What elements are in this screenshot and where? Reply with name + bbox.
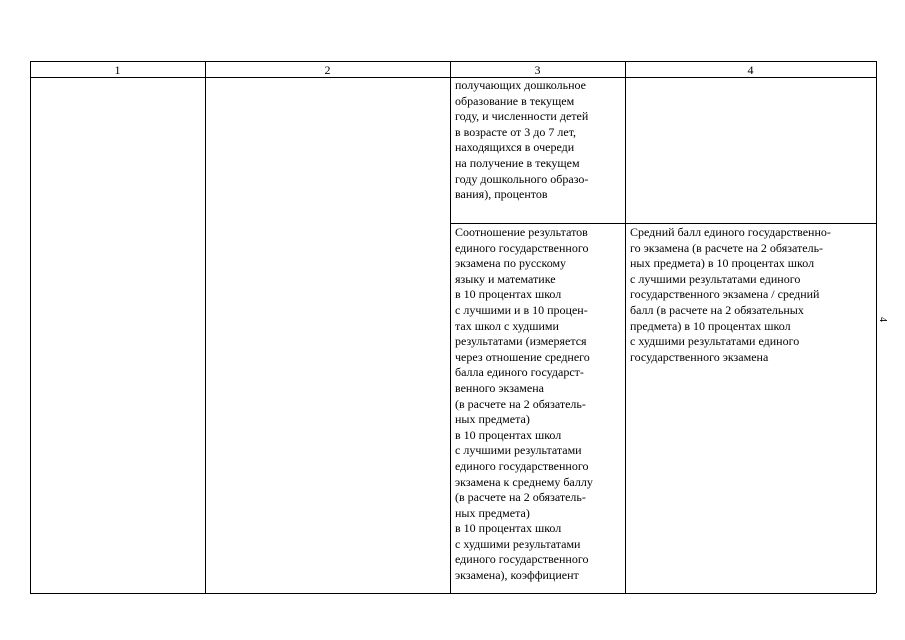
- column-number-3: 3: [534, 63, 541, 77]
- table-right-border: [876, 61, 877, 593]
- col-divider-1: [205, 61, 206, 593]
- table-left-border: [30, 61, 31, 593]
- row2-col3-cell: Соотношение результатов единого государственного экзамена по русскому языку и математике в 10 процентах школ с лучшими и в 10 процен- тах школ с худшими результатами (измеряется через отношение среднего балла единого государст- венного экзамена (в расчете на 2 обязатель- ных предмета) в 10 процентах школ с лучшими результатами единого государственного экзамена к среднему баллу (в расчете на 2 обязатель- ных предмета) в 10 процентах школ с худшими результатами единого государственного экзамена), коэффициент: [455, 225, 593, 583]
- row2-col4-cell: Средний балл единого государственно- го экзамена (в расчете на 2 обязатель- ных предмета) в 10 процентах школ с лучшими результатами единого государственного экзамена / средний балл (в расчете на 2 обязательных предмета) в 10 процентах школ с худшими результатами единого государственного экзамена: [630, 225, 831, 364]
- column-number-4: 4: [747, 63, 754, 77]
- table-bottom-border: [30, 593, 876, 594]
- row-divider: [450, 223, 876, 224]
- column-number-2: 2: [324, 63, 331, 77]
- row1-col3-cell: получающих дошкольное образование в текущем году, и численности детей в возрасте от 3 до 7 лет, находящихся в очереди на получение в текущем году дошкольного образо- вания), процентов: [455, 78, 589, 202]
- column-number-1: 1: [114, 63, 121, 77]
- page-number: 4: [877, 317, 888, 322]
